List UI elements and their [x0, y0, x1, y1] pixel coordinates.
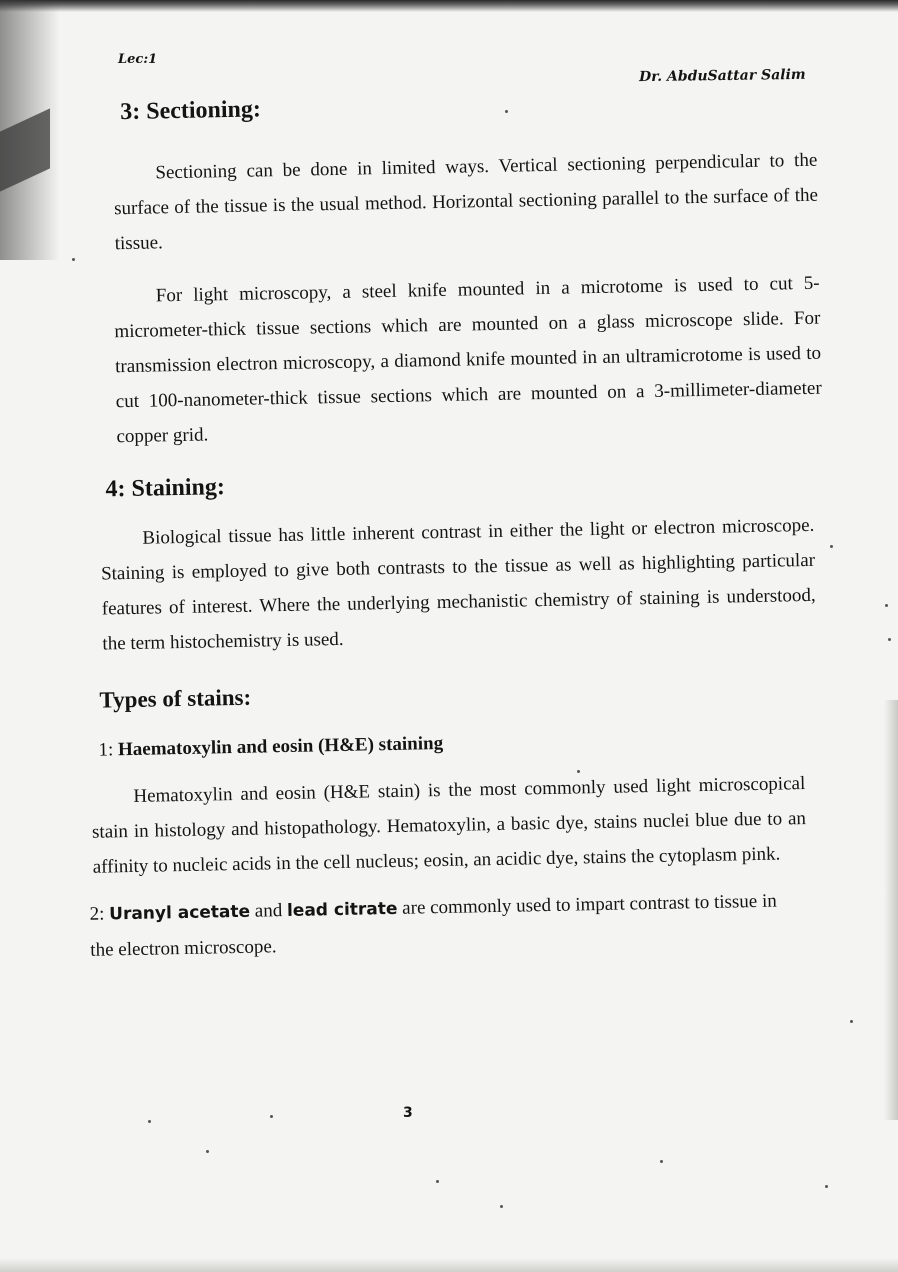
- page-content: [72, 85, 849, 967]
- scan-speck: [885, 604, 888, 607]
- stain-1-title-line: [98, 725, 844, 761]
- heading-types-of-stains: Types of stains:: [99, 684, 252, 713]
- page-number: 3: [403, 1105, 413, 1121]
- stain-1-title: Haematoxylin and eosin (H&E) staining: [117, 732, 444, 761]
- scan-speck: [830, 545, 833, 548]
- heading-staining: 4: Staining:: [105, 474, 226, 503]
- scan-speck: [825, 1185, 828, 1188]
- scan-shadow-bottom: [0, 1258, 898, 1272]
- stain-1-description: Hematoxylin and eosin (H&E stain) is the most commonly used light microscopical stain in histology and histopathology. Hematoxylin, a basic dye, stains nuclei blue due to an affinity to nucleic acids in the cell nucleus; eosin, an acidic dye, stains the cytoplasm pink.: [91, 773, 807, 878]
- scan-speck: [206, 1150, 209, 1153]
- scan-speck: [888, 638, 891, 641]
- scan-speck: [148, 1120, 151, 1123]
- scan-speck: [577, 770, 580, 773]
- scan-speck: [270, 1115, 273, 1118]
- stain-2-term-uranyl-acetate: Uranyl acetate: [108, 901, 251, 925]
- scan-speck: [660, 1160, 663, 1163]
- scan-shadow-top: [0, 0, 898, 12]
- stain-1-number: 1:: [98, 739, 114, 761]
- stain-2-connector: and: [254, 900, 283, 922]
- sectioning-paragraph-2: For light microscopy, a steel knife mounted in a microtome is used to cut 5-micrometer-thick tissue sections which are mounted on a glass microscope slide. For transmission electron microscopy, a diamond knife mounted in an ultramicrotome is used to cut 100-nanometer-thick tissue sections which are mounted on a 3-millimeter-diameter copper grid.: [114, 272, 822, 448]
- author-name: Dr. AbduSattar Salim: [639, 66, 807, 86]
- scan-speck: [500, 1205, 503, 1208]
- scan-speck: [72, 258, 75, 261]
- stain-2-term-lead-citrate: lead citrate: [286, 898, 398, 922]
- scan-speck: [850, 1020, 853, 1023]
- heading-sectioning: 3: Sectioning:: [119, 96, 262, 126]
- scan-speck: [436, 1180, 439, 1183]
- lecture-label: Lec:1: [118, 52, 158, 67]
- staining-paragraph: Biological tissue has little inherent contrast in either the light or electron microscope. Staining is employed to give both contrasts to the tissue as well as highlighting particular features of interest. Where the underlying mechanistic chemistry of staining is understood, the term histochemistry is used.: [100, 514, 816, 655]
- sectioning-paragraph-1: Sectioning can be done in limited ways. Vertical sectioning perpendicular to the surface of the tissue is the usual method. Horizontal sectioning parallel to the surface of the tissue.: [113, 149, 819, 255]
- stain-2-number: 2:: [89, 903, 105, 925]
- scan-speck: [505, 110, 508, 113]
- stain-2-text: are commonly used to impart contrast to tissue in the electron microscope.: [90, 890, 777, 961]
- scan-shadow-right: [884, 700, 898, 1120]
- stain-2-description: [89, 883, 804, 968]
